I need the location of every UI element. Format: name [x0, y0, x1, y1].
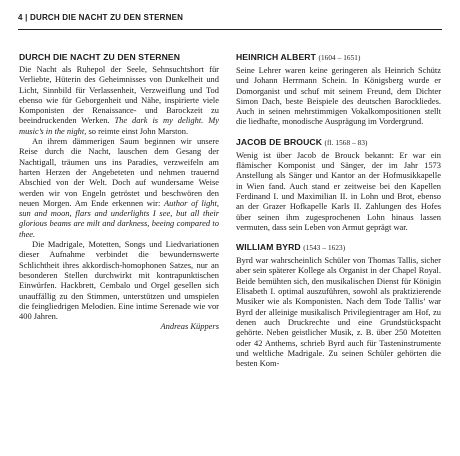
essay-quote: The dark is my delight. My music’s in the night: [19, 115, 219, 136]
bio-heading: [236, 52, 441, 64]
composer-name: JACOB DE BROUCK: [236, 136, 323, 147]
composer-dates: (1543 – 1623): [303, 244, 346, 253]
header-separator: |: [25, 13, 28, 22]
essay-paragraph: Die Madrigale, Motetten, Songs und Liedvariationen dieser Aufnahme verbindet die bewundernswerte Schlichtheit ihres akkordisch-homophonen Satzes, nur an besonderen Stellen durchwirkt mit kontrapunktischen Einwürfen. Hackbrett, Cembalo und Orgel gesellen sich unauffällig zu den Stimmen, unterstützen und umspielen die feingliedrigen Melodien. Eine intime Serenade wie vor 400 Jahren.: [19, 239, 219, 322]
essay-text: Die Nacht als Ruhepol der Seele, Sehnsuchtshort für Verliebte, Hüterin des Geheimnisses von Dunkelheit und Licht, Sinnbild für Verlassenheit, Verzweiflung und Tod ebenso wie für Geborgenheit und Nähe, inspirierte viele Komponisten der Renaissance- und Barockzeit zu beeindruckenden Werken.: [19, 64, 219, 126]
running-head: [18, 13, 442, 22]
header-rule: [18, 29, 442, 30]
bio-text: Seine Lehrer waren keine geringeren als Heinrich Schütz und Johann Herrmann Schein. In Königsberg wurde er Domorganist und schuf mit seinem Freund, dem Dichter Simon Dach, beste Beispiele des deutschen Barockliedes. Auch in seinen mehrstimmigen Vokalkompositionen stellt die liedhafte, monodische Ausprägung im Vordergrund.: [236, 65, 441, 127]
essay-text: An ihrem dämmerigen Saum beginnen wir unsere Reise durch die Nacht, lauschen dem Gesang der Nachtigall, träumen uns ins Paradies, verzweifeln am harten Herzen der Angebeteten und nehmen trauernd Abschied von der Welt. Doch auf wundersame Weise werden wir von Engeln getröstet und beschwören den neuen Morgen. Am Ende erkennen wir:: [19, 136, 219, 208]
essay-body: [19, 64, 219, 321]
essay-column: [19, 52, 219, 332]
page-number: 4: [18, 13, 23, 22]
bio-albert: [236, 52, 441, 127]
running-title: DURCH DIE NACHT ZU DEN STERNEN: [29, 13, 184, 22]
composer-bios: [236, 52, 441, 378]
bio-brouck: [236, 137, 441, 232]
composer-name: WILLIAM BYRD: [236, 242, 301, 253]
essay-paragraph: [19, 64, 219, 136]
essay-paragraph: [19, 136, 219, 239]
bio-heading: [236, 242, 441, 254]
composer-dates: (fl. 1568 – 83): [324, 138, 368, 147]
essay-text: , so reimte einst John Marston.: [84, 125, 189, 136]
essay-heading: DURCH DIE NACHT ZU DEN STERNEN: [19, 52, 181, 62]
bio-heading: [236, 137, 441, 149]
composer-dates: (1604 – 1651): [318, 54, 361, 62]
bio-text: Wenig ist über Jacob de Brouck bekannt: Er war ein flämischer Komponist und Sänger, der im Jahr 1573 Anstellung als Sänger und Kantor an der Hofmusikkapelle in Wien fand. Auch stand er zeitweise bei den Kapellen Ferdinand I. und Maximilian II. in Lohn und Brot, ebenso an der Grazer Hofkapelle Karls II. Zahlungen des Hofes über seinen ihm zugesprochenen Lohn hinaus lassen vermuten, dass sein Leben von Armut geprägt war.: [236, 149, 441, 232]
bio-text: Byrd war wahrscheinlich Schüler von Thomas Tallis, sicher aber sein späterer Kollege als Organist in der Chapel Royal. Beide bemühten sich, den musikalischen Dienst für Königin Elisabeth I. optimal auszuführen, sowohl als praktizierende Musiker wie als Komponisten. Nach dem Tode Tallis’ war Byrd der alleinige musikalisch Privilegientrager am Hof, zu denen auch Druckrechte und eine Grundstückspacht gehörte. Neben geistlicher Musik, z. B. über 250 Motetten oder 42 Anthems, schrieb Byrd auch für Tasteninstrumente und weltliche Madrigale. Zu seinen Schüler gehörten die besten Kom-: [236, 255, 441, 369]
essay-quote: Author of light, sun and moon, flars and underlights I see, but all their glorious beams are milt and darkness, beeing compared to thee.: [19, 197, 219, 239]
bio-byrd: [236, 242, 441, 368]
author-signature: Andreas Küppers: [160, 321, 219, 332]
composer-name: HEINRICH ALBERT: [236, 52, 316, 62]
